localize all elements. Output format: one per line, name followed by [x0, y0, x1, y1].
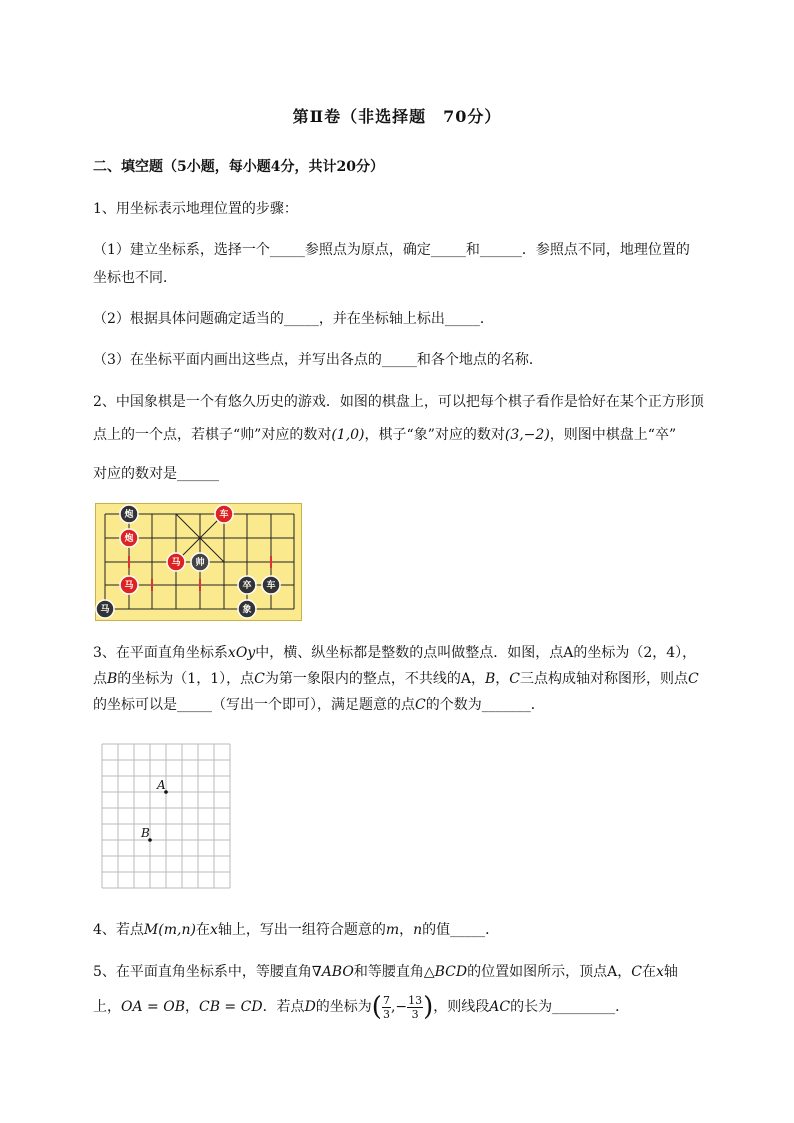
- svg-text:车: 车: [219, 510, 229, 520]
- q3-l2d: C: [254, 671, 265, 687]
- q3-l2e: 为第一象限内的整点，不共线的A，: [264, 671, 485, 687]
- q3-l2i: 三点构成轴对称图形，则点: [519, 671, 688, 687]
- q3-l2h: C: [509, 671, 520, 687]
- grid-figure: [101, 743, 232, 889]
- q5-l2b: OA = OB: [121, 999, 185, 1015]
- q4-i: 的值_____．: [422, 922, 500, 938]
- svg-text:车: 车: [266, 581, 276, 591]
- q2-text-c: ，棋子“象”对应的数对: [364, 427, 505, 443]
- svg-text:马: 马: [100, 605, 110, 615]
- q3-l2g: ，: [495, 671, 510, 687]
- piece-shuai-black: [191, 553, 209, 571]
- piece-pao-black: [120, 505, 138, 523]
- q3-xoy: xOy: [227, 645, 256, 661]
- q1-step3: （3）在坐标平面内画出这些点，并写出各点的_____和各个地点的名称．: [93, 352, 543, 368]
- svg-text:炮: 炮: [124, 510, 134, 520]
- q5-l2a: 上，: [93, 999, 121, 1015]
- q1-step1-line1: （1）建立坐标系，选择一个_____参照点为原点，确定_____和______．参照点不同，地理位置的: [93, 242, 690, 258]
- q5-l1h: x: [655, 964, 664, 980]
- fraction-7-3: $\frac{7}{3}$: [382, 993, 390, 1021]
- svg-text:帅: 帅: [195, 558, 205, 568]
- q5-sep: ,−: [390, 999, 408, 1015]
- q1-step1-line2: 坐标也不同．: [93, 270, 177, 286]
- q2-line2: [93, 425, 676, 445]
- piece-ma-red-center: [167, 553, 185, 571]
- q2-pair-shuai: (1,0): [331, 427, 365, 443]
- q2-pair-xiang: (3,−2): [504, 427, 550, 443]
- piece-che-black: [262, 576, 280, 594]
- q4-c: 在: [195, 922, 210, 938]
- q5-l2j: AC: [489, 999, 511, 1015]
- q3-text-c: 中，横、纵坐标都是整数的点叫做整点．如图，点A的坐标为（2，4），: [255, 645, 697, 661]
- q3-l3a: 的坐标可以是_____（写出一个即可），满足题意的点: [93, 697, 415, 713]
- q5-l1b: ∇ABO: [311, 964, 354, 980]
- q3-l2b: B: [107, 671, 118, 687]
- close-paren: ): [423, 992, 434, 1022]
- q4-point-m: M(m,n): [143, 922, 196, 938]
- label-a: A: [157, 778, 166, 792]
- q3-l3b: C: [415, 697, 426, 713]
- q5-l2i: ，则线段: [433, 999, 490, 1015]
- q5-l2f: D: [304, 999, 316, 1015]
- q3-line2: [93, 669, 699, 689]
- q5-l2d: CB = CD: [198, 999, 263, 1015]
- q2-text-e: ，则图中棋盘上“卒”: [549, 427, 677, 443]
- q5-l2c: ，: [184, 999, 199, 1015]
- q5-l1f: C: [631, 964, 642, 980]
- q3-l2j: C: [687, 671, 699, 687]
- q3-l3c: 的个数为_______．: [425, 697, 545, 713]
- svg-text:卒: 卒: [242, 581, 252, 591]
- q2-line1: 2、中国象棋是一个有悠久历史的游戏．如图的棋盘上，可以把每个棋子看作是恰好在某个正方形顶: [93, 394, 704, 410]
- fraction-13-3: $\frac{13}{3}$: [408, 993, 423, 1021]
- q5-l1d: △BCD: [423, 964, 468, 980]
- q4-a: 4、若点: [93, 922, 144, 938]
- q3-l2c: 的坐标为（1，1），点: [117, 671, 255, 687]
- q5-l1i: 轴: [663, 964, 678, 980]
- svg-text:马: 马: [171, 558, 181, 568]
- piece-pao-red: [120, 529, 138, 547]
- q5-line2: [93, 990, 629, 1024]
- piece-ma-black: [96, 600, 114, 618]
- q5-l1a: 5、在平面直角坐标系中，等腰直角: [93, 964, 312, 980]
- q2-text-a: 点上的一个点，若棋子“帅”对应的数对: [93, 427, 332, 443]
- q2-line3: 对应的数对是______: [93, 466, 219, 482]
- svg-text:炮: 炮: [124, 534, 134, 544]
- grid-lines: [102, 744, 230, 888]
- q3-line3: [93, 695, 545, 715]
- piece-zu-black: [238, 576, 256, 594]
- q4-e: 轴上，写出一组符合题意的: [217, 922, 386, 938]
- q4-f: m: [385, 922, 400, 938]
- q4-g: ，: [399, 922, 414, 938]
- q5-l2g: 的坐标为: [315, 999, 372, 1015]
- q3-line1: [93, 643, 696, 663]
- q1-stem: 1、用坐标表示地理位置的步骤：: [93, 201, 298, 217]
- q5-l2e: ．若点: [262, 999, 305, 1015]
- page-title: 第Ⅱ卷（非选择题 70分）: [292, 107, 502, 126]
- q3-l2f: B: [484, 671, 496, 687]
- q5-line1: [93, 962, 678, 982]
- piece-ma-red-left: [120, 576, 138, 594]
- q4-h: n: [413, 922, 423, 938]
- q1-step2: （2）根据具体问题确定适当的_____，并在坐标轴上标出_____．: [93, 311, 494, 327]
- open-paren: (: [371, 992, 382, 1022]
- q4-line: [93, 920, 499, 940]
- q5-l2k: 的长为_________．: [510, 999, 630, 1015]
- piece-che-red: [215, 505, 233, 523]
- q5-l1c: 和等腰直角: [353, 964, 424, 980]
- svg-text:象: 象: [242, 605, 252, 615]
- q3-l2a: 点: [93, 671, 107, 687]
- piece-xiang-black: [238, 600, 256, 618]
- chessboard-figure: [95, 503, 302, 621]
- section-heading: 二、填空题（5小题，每小题4分，共计20分）: [93, 159, 384, 175]
- q5-l1g: 在: [641, 964, 656, 980]
- svg-text:马: 马: [124, 581, 134, 591]
- q3-text-a: 3、在平面直角坐标系: [93, 645, 228, 661]
- q5-l1e: 的位置如图所示，顶点A，: [467, 964, 632, 980]
- q4-d: x: [209, 922, 218, 938]
- label-b: B: [141, 826, 150, 840]
